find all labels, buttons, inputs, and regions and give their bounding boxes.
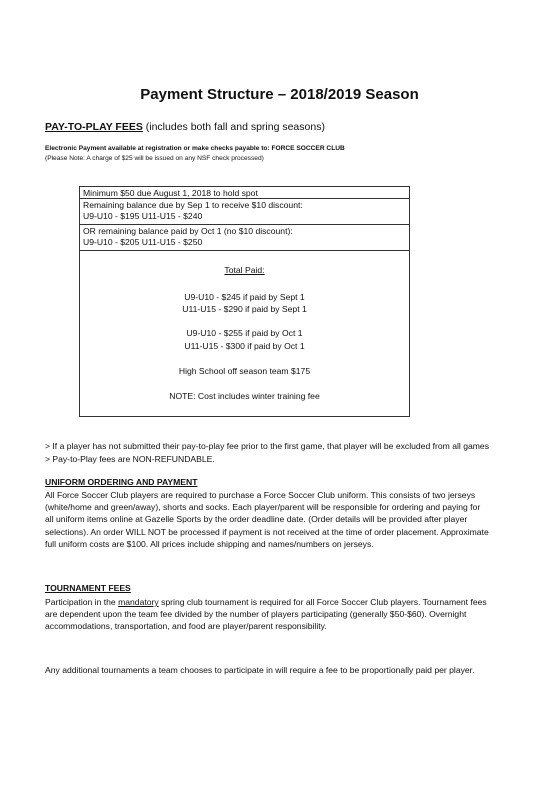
tournament-paragraph: [45, 596, 523, 633]
oct-balance-prices: U9-U10 - $205 U11-U15 - $250: [83, 237, 203, 247]
total-oct-u11: U11-U15 - $300 if paid by Oct 1: [184, 341, 305, 351]
uniform-paragraph: [45, 489, 523, 550]
mandatory-emphasis: mandatory: [118, 597, 159, 607]
tournament-line: accommodations, transportation, and food are player/parent responsibility.: [45, 621, 327, 632]
exclusion-note: > If a player has not submitted their pay-to-play fee prior to the first game, that player will be excluded from all games: [45, 441, 489, 451]
tournament-line: are dependent upon the team fee divided by the number of players participating (generally $50-$60). Overnight: [45, 609, 467, 620]
uniform-line: full uniform costs are $100. All prices include shipping and names/numbers on jerseys.: [45, 538, 374, 549]
fees-row-minimum: [80, 187, 409, 199]
tournament-line1-suffix: spring club tournament is required for all Force Soccer Club players. Tournament fees: [158, 597, 487, 607]
uniform-line: All Force Soccer Club players are required to purchase a Force Soccer Club uniform. This consists of two jerseys: [45, 490, 476, 500]
minimum-deposit-text: Minimum $50 due August 1, 2018 to hold spot: [83, 188, 258, 198]
uniform-line: (white/home and green/away), shorts and socks. Each player/parent will be responsible for ordering and paying for: [45, 502, 481, 513]
total-paid-heading: [80, 265, 409, 275]
total-sep-u11: U11-U15 - $290 if paid by Sept 1: [182, 304, 307, 314]
fees-table: [79, 186, 410, 417]
fees-row-oct-balance: [80, 225, 409, 251]
high-school-fee: High School off season team $175: [178, 366, 311, 376]
nsf-charge-note: (Please Note: A charge of $25 will be issued on any NSF check processed): [45, 155, 264, 162]
page-title: Payment Structure – 2018/2019 Season: [140, 86, 419, 103]
non-refundable-note: > Pay-to-Play fees are NON-REFUNDABLE.: [45, 454, 215, 464]
uniform-heading: UNIFORM ORDERING AND PAYMENT: [45, 477, 198, 487]
total-oct-u9: U9-U10 - $255 if paid by Oct 1: [186, 328, 303, 338]
sep-discount-text: Remaining balance due by Sep 1 to receive $10 discount:: [83, 200, 303, 210]
pay-to-play-heading-label: PAY-TO-PLAY FEES: [45, 121, 143, 133]
tournament-line: [45, 596, 523, 608]
pay-to-play-heading: [45, 121, 325, 133]
additional-tournaments-note: Any additional tournaments a team chooses to participate in will require a fee to be proportionally paid per player.: [45, 665, 475, 675]
fees-row-sep-discount: [80, 199, 409, 225]
uniform-line: all uniform items online at Gazelle Sports by the order deadline date. (Order details will be provided after player: [45, 514, 468, 525]
pay-to-play-heading-suffix: (includes both fall and spring seasons): [142, 121, 325, 133]
oct-balance-text: OR remaining balance paid by Oct 1 (no $10 discount):: [83, 226, 293, 236]
tournament-heading: TOURNAMENT FEES: [45, 583, 131, 593]
cost-note: NOTE: Cost includes winter training fee: [169, 391, 320, 401]
total-paid-heading-label: Total Paid:: [224, 265, 265, 275]
total-sep-u9: U9-U10 - $245 if paid by Sept 1: [184, 292, 305, 302]
sep-discount-prices: U9-U10 - $195 U11-U15 - $240: [83, 211, 203, 221]
tournament-line1-prefix: Participation in the: [45, 597, 119, 607]
uniform-line: selections). An order WILL NOT be processed if payment is not received at the time of order placement. Approximate: [45, 526, 489, 537]
electronic-payment-note: Electronic Payment available at registration or make checks payable to: FORCE SOCCER CLUB: [45, 145, 345, 152]
